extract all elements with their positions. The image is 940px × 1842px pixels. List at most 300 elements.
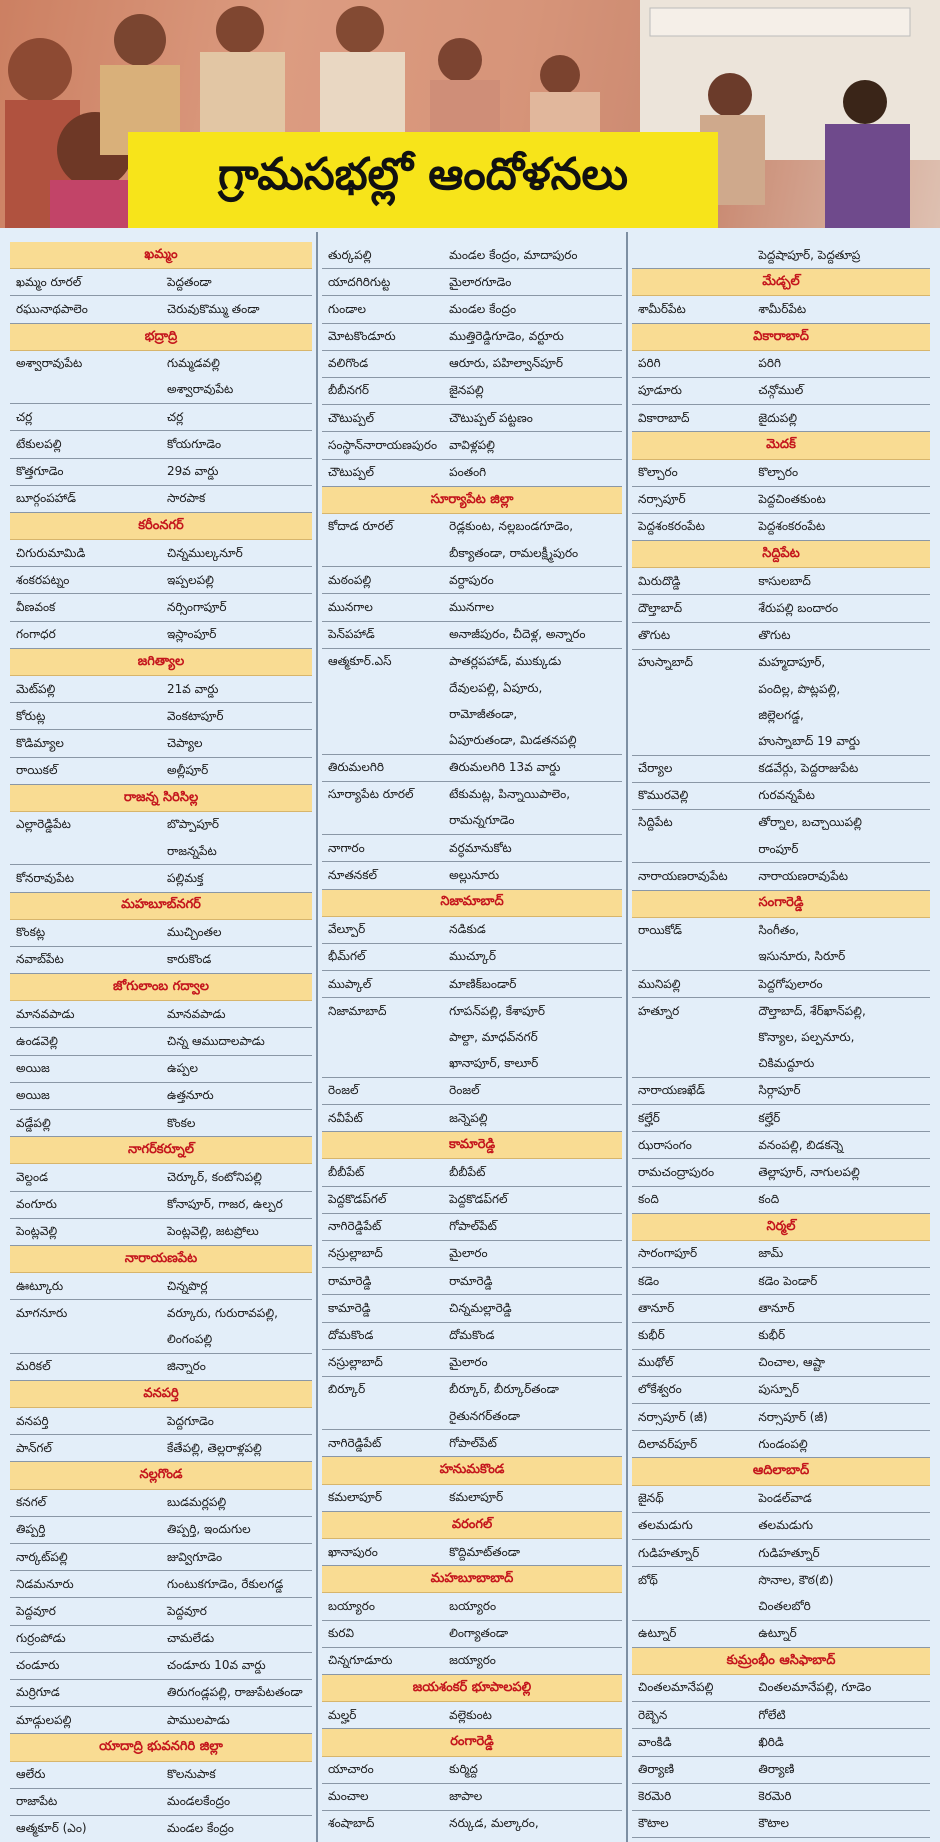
table-row	[10, 1761, 312, 1788]
village-name: సొనాల, కౌఠ(బి)	[758, 1572, 834, 1587]
mandal-name	[632, 1024, 752, 1050]
mandal-name: తొగుట	[632, 622, 752, 649]
mandal-name: పెద్దకొడప్‌గల్	[322, 1186, 443, 1213]
mandal-name	[10, 1327, 161, 1354]
village-name: మునగాల	[443, 594, 622, 621]
village-name: ముచ్చింతల	[161, 919, 312, 946]
table-row	[322, 323, 622, 350]
village-name: టేకుమట్ల, పిన్నాయిపాలెం,	[449, 787, 571, 802]
table-row	[10, 919, 312, 946]
table-row	[632, 1024, 930, 1050]
table-row	[632, 459, 930, 486]
district-name: నారాయణపేట	[10, 1245, 312, 1272]
village-name: జిన్నారం	[161, 1353, 312, 1380]
mandal-name: మఠంపల్లి	[322, 567, 443, 594]
village-name: చెప్యాల	[161, 730, 312, 757]
district-header	[10, 1734, 312, 1761]
mandal-name	[632, 242, 752, 269]
table-row	[632, 622, 930, 649]
village-name: జిల్లెలగడ్డ,	[758, 707, 804, 722]
village-name: శామీర్‌పేట	[752, 296, 930, 323]
table-row	[322, 1024, 622, 1050]
village-name: కుర్మిద్ద	[443, 1756, 622, 1783]
village-name: చింతలబోరి	[752, 1593, 930, 1620]
table-row	[632, 971, 930, 998]
table-row	[10, 676, 312, 703]
village-name: చన్గోముల్	[752, 377, 930, 404]
mandal-name: వడ్డేపల్లి	[10, 1110, 161, 1137]
mandal-name: పెద్దవూర	[10, 1598, 161, 1625]
table-row	[632, 350, 930, 377]
village-name: తిరుమలగిరి 13వ వార్డు	[443, 754, 622, 781]
district-name: ఖమ్మం	[10, 242, 312, 269]
district-name: రంగారెడ్డి	[322, 1729, 622, 1756]
mandal-name: చౌటుప్పల్	[322, 459, 443, 486]
village-name: 21వ వార్డు	[161, 676, 312, 703]
table-row	[10, 1218, 312, 1245]
mandal-name: కౌటాల	[632, 1810, 752, 1837]
mandal-name: శామీర్‌పేట	[632, 296, 752, 323]
mandal-name: కోనరావుపేట	[10, 865, 161, 892]
district-name: మేడ్చల్	[632, 269, 930, 296]
table-row	[632, 1132, 930, 1159]
table-row	[322, 1403, 622, 1430]
mandal-name: కంది	[632, 1186, 752, 1213]
village-name: బీర్కూర్, బీర్కూర్‌తండా	[449, 1382, 559, 1397]
table-row	[10, 703, 312, 730]
village-name: చౌటుప్పల్ పట్టణం	[443, 405, 622, 432]
mandal-name	[10, 377, 161, 404]
mandal-name: కొమురవెల్లి	[632, 782, 752, 809]
table-row	[10, 1625, 312, 1652]
village-name: అల్లీపూర్	[161, 757, 312, 784]
village-name: తోర్నాల, బచ్చాయిపల్లి	[758, 815, 862, 830]
village-name: చండూరు 10వ వార్డు	[161, 1652, 312, 1679]
table-row	[632, 242, 930, 269]
mandal-name: వంగూరు	[10, 1191, 161, 1218]
village-name: సిర్గాపూర్	[752, 1077, 930, 1104]
table-row	[10, 1164, 312, 1191]
district-name: కరీంనగర్	[10, 512, 312, 539]
village-name: శేరుపల్లి బందారం	[752, 595, 930, 622]
table-row	[322, 1349, 622, 1376]
mandal-name	[632, 676, 752, 702]
table-row	[322, 701, 622, 727]
mandal-name	[322, 1403, 443, 1430]
village-name: తిరుగండ్లపల్లి, రాజుపేటతండా	[161, 1679, 312, 1706]
mandal-name	[632, 836, 752, 863]
mandal-name: పెంట్లవెల్లి	[10, 1218, 161, 1245]
mandal-name: అయిజ	[10, 1082, 161, 1109]
village-name: గోపాల్‌పేట్	[443, 1430, 622, 1457]
village-name: కౌటాల	[752, 1810, 930, 1837]
mandal-name: చేర్యాల	[632, 755, 752, 782]
district-header	[632, 1213, 930, 1240]
village-name: మైలారం	[443, 1240, 622, 1267]
table-row	[10, 1788, 312, 1815]
table-row	[322, 781, 622, 808]
village-name: పుస్పూర్	[752, 1376, 930, 1403]
district-header	[632, 890, 930, 917]
mandal-name: కొడిమ్యాల	[10, 730, 161, 757]
village-name: కమలాపూర్	[443, 1484, 622, 1511]
mandal-name: నారాయణఖేడ్	[632, 1077, 752, 1104]
table-row	[632, 1593, 930, 1620]
mandal-name	[632, 1051, 752, 1078]
district-name: మెదక్	[632, 432, 930, 459]
village-name: కోయగూడెం	[161, 431, 312, 458]
village-name: రెడ్లకుంట, నల్లబండగూడెం,	[449, 519, 574, 534]
village-name: గుంటుకగూడెం, రేకులగడ్డ	[161, 1571, 312, 1598]
table-row	[322, 567, 622, 594]
village-name: గోపాల్‌పేట్	[443, 1213, 622, 1240]
table-row	[632, 513, 930, 540]
mandal-name: మెట్‌పల్లి	[10, 676, 161, 703]
mandal-name: రాజాపేట	[10, 1788, 161, 1815]
mandal-name: నారాయణరావుపేట	[632, 863, 752, 890]
table-row	[322, 1810, 622, 1837]
mandal-name: చింతలమానేపల్లి	[632, 1674, 752, 1701]
mandal-name: మంచాల	[322, 1783, 443, 1810]
table-row	[10, 404, 312, 431]
table-row	[322, 1539, 622, 1566]
village-name: ఉప్పల	[161, 1055, 312, 1082]
mandal-name: రఘునాథపాలెం	[10, 296, 161, 323]
table-row	[632, 917, 930, 944]
village-name: చిన్నపొర్ల	[161, 1273, 312, 1300]
district-header	[322, 889, 622, 916]
table-row	[322, 269, 622, 296]
table-row	[322, 835, 622, 862]
table-row	[322, 1240, 622, 1267]
village-name: తిప్పర్తి, ఇందుగుల	[161, 1516, 312, 1543]
village-name: మండల కేంద్రం	[167, 1821, 234, 1836]
mandal-name: రామచంద్రాపురం	[632, 1159, 752, 1186]
district-header	[10, 323, 312, 350]
mandal-name: బీబీనగర్	[322, 377, 443, 404]
mandal-name: ఎల్లారెడ్డిపేట	[16, 817, 71, 832]
mandal-name: తుర్కపల్లి	[322, 242, 443, 269]
mandal-name: చౌటుప్పల్	[322, 405, 443, 432]
village-name: పంతంగి	[443, 459, 622, 486]
table-row	[10, 1707, 312, 1734]
village-name: పల్లిమక్త	[161, 865, 312, 892]
table-row	[632, 1105, 930, 1132]
table-row	[632, 1295, 930, 1322]
village-name: రాజన్నపేట	[161, 838, 312, 865]
mandal-name	[322, 808, 443, 835]
village-name: గుమ్మడవల్లి	[167, 356, 220, 371]
table-row	[10, 1815, 312, 1842]
mandal-name: మిరుదొడ్డి	[632, 568, 752, 595]
table-row	[10, 1055, 312, 1082]
district-name: వికారాబాద్	[632, 323, 930, 350]
village-name: జన్నెపల్లి	[443, 1105, 622, 1132]
village-name: చించాల, ఆష్టా	[752, 1349, 930, 1376]
mandal-name: ఉండవెల్లి	[10, 1028, 161, 1055]
column-1	[6, 232, 316, 1842]
table-row	[322, 943, 622, 970]
village-name: తిర్యాణి	[752, 1756, 930, 1783]
mandal-name: తిప్పర్తి	[10, 1516, 161, 1543]
mandal-name	[322, 1051, 443, 1078]
village-name: అశ్వారావుపేట	[161, 377, 312, 404]
village-name: లింగంపల్లి	[161, 1327, 312, 1354]
table-row	[322, 594, 622, 621]
table-row	[10, 431, 312, 458]
mandal-name: నర్సాపూర్ (జీ)	[632, 1404, 752, 1431]
table-row	[632, 1186, 930, 1213]
table-row	[10, 730, 312, 757]
table-row	[10, 946, 312, 973]
table-row	[322, 998, 622, 1025]
table-row	[10, 1435, 312, 1462]
table-row	[10, 540, 312, 567]
village-name: బయ్యారం	[443, 1593, 622, 1620]
table-row	[10, 1679, 312, 1706]
village-name: పెద్దకొడప్‌గల్	[443, 1186, 622, 1213]
village-name: కొద్దిమాట్‌తండా	[443, 1539, 622, 1566]
mandal-name: తిరుమలగిరి	[322, 754, 443, 781]
table-row	[632, 1349, 930, 1376]
table-row	[632, 1540, 930, 1567]
table-row	[10, 1489, 312, 1516]
village-name: వెంకటాపూర్	[161, 703, 312, 730]
mandal-name: ఆత్మకూర్ (ఎం)	[16, 1821, 87, 1836]
table-row	[322, 1268, 622, 1295]
mandal-name: అశ్వారావుపేట	[16, 356, 83, 371]
district-name: కుమ్రంభీం ఆసిఫాబాద్	[632, 1647, 930, 1674]
table-row	[10, 757, 312, 784]
table-row	[322, 1322, 622, 1349]
mandal-name: యాచారం	[322, 1756, 443, 1783]
banner	[0, 0, 940, 228]
district-header	[322, 1566, 622, 1593]
village-name: కోనాపూర్, గాజర, ఉల్పర	[161, 1191, 312, 1218]
village-name: కుభీర్	[752, 1322, 930, 1349]
mandal-name: నూతనకల్	[322, 862, 443, 889]
village-name: వల్లెకుంట	[443, 1702, 622, 1729]
table-row	[322, 1702, 622, 1729]
table-row	[322, 1186, 622, 1213]
table-row	[632, 1810, 930, 1837]
mandal-name: ఊట్కూరు	[10, 1273, 161, 1300]
mandal-name: వాంకిడి	[632, 1729, 752, 1756]
table-row	[632, 1077, 930, 1104]
table-row	[322, 459, 622, 486]
village-name: రైతునగర్‌తండా	[443, 1403, 622, 1430]
mandal-name: గుర్రంపోడు	[10, 1625, 161, 1652]
mandal-name	[322, 675, 443, 701]
village-name: తలమడుగు	[752, 1512, 930, 1539]
table-row	[632, 1756, 930, 1783]
mandal-name: నాగిరెడ్డిపేట్	[322, 1213, 443, 1240]
table-row	[632, 486, 930, 513]
village-name: అల్లునూరు	[443, 862, 622, 889]
village-name: జైనపల్లి	[443, 377, 622, 404]
village-name: చిన్నముల్కనూర్	[161, 540, 312, 567]
table-row	[322, 513, 622, 540]
table-row	[10, 621, 312, 648]
mandal-name: పెన్‌పహాడ్	[322, 621, 443, 648]
mandal-name: కామారెడ్డి	[322, 1295, 443, 1322]
district-name: జోగులాంబ గద్వాల	[10, 974, 312, 1001]
table-row	[322, 1077, 622, 1104]
village-name: మైలారగూడెం	[443, 269, 622, 296]
village-name: గుడిహత్నూర్	[752, 1540, 930, 1567]
mandal-name: సిద్దిపేట	[638, 815, 673, 830]
village-name: మహ్మదాపూర్,	[758, 655, 826, 670]
mandal-name	[632, 944, 752, 971]
village-name: రామోజీతండా,	[449, 706, 518, 721]
village-name: జువ్విగూడెం	[161, 1544, 312, 1571]
mandal-name: నిడమనూరు	[10, 1571, 161, 1598]
table-row	[322, 1376, 622, 1403]
table-row	[632, 1512, 930, 1539]
table-row	[632, 1567, 930, 1594]
mandal-name: బోథ్	[638, 1572, 658, 1587]
district-name: సూర్యాపేట జిల్లా	[322, 486, 622, 513]
village-name: నర్సింగాపూర్	[161, 594, 312, 621]
village-name: కంది	[752, 1186, 930, 1213]
table-row	[322, 648, 622, 675]
mandal-name: దౌల్తాబాద్	[632, 595, 752, 622]
district-name: సంగారెడ్డి	[632, 890, 930, 917]
table-row	[632, 568, 930, 595]
table-row	[322, 540, 622, 567]
page-title: గ్రామసభల్లో ఆందోళనలు	[128, 132, 718, 228]
table-row	[632, 1404, 930, 1431]
village-name: ఉట్నూర్	[752, 1620, 930, 1647]
mandal-name: రామారెడ్డి	[322, 1268, 443, 1295]
table-row	[322, 621, 622, 648]
mandal-name	[632, 728, 752, 755]
district-name: నల్లగొండ	[10, 1462, 312, 1489]
district-header	[632, 1647, 930, 1674]
district-name: నిర్మల్	[632, 1213, 930, 1240]
mandal-name	[632, 702, 752, 728]
village-name: పాతర్లపహాడ్, ముక్కుడు	[449, 654, 562, 669]
village-name: తొగుట	[752, 622, 930, 649]
table-row	[632, 755, 930, 782]
table-row	[10, 865, 312, 892]
village-name: వర్కూరు, గురురావపల్లి,	[167, 1305, 278, 1320]
mandal-name: ఖానాపురం	[322, 1539, 443, 1566]
table-row	[10, 1652, 312, 1679]
mandal-name: నవాబ్‌పేట	[10, 946, 161, 973]
mandal-name: దిలావర్‌పూర్	[632, 1431, 752, 1458]
table-row	[632, 1620, 930, 1647]
mandal-name: నర్సాపూర్	[632, 486, 752, 513]
table-row	[632, 702, 930, 728]
table-row	[10, 594, 312, 621]
village-name: గుండంపల్లి	[752, 1431, 930, 1458]
table-row	[10, 1001, 312, 1028]
mandal-name: వలిగొండ	[322, 350, 443, 377]
mandal-name: మునగాల	[322, 594, 443, 621]
table-row	[322, 1593, 622, 1620]
table-row	[632, 1431, 930, 1458]
table-row	[632, 998, 930, 1025]
village-name: పెద్దషాపూర్, పెద్దతూప్ర	[752, 242, 930, 269]
table-row	[322, 1756, 622, 1783]
village-name: సింగీతం,	[758, 923, 800, 938]
mandal-name: నిజామాబాద్	[328, 1003, 387, 1018]
village-name: చిన్నమల్లారెడ్డి	[443, 1295, 622, 1322]
village-name: కొల్చారం	[752, 459, 930, 486]
mandal-name	[632, 1593, 752, 1620]
table-row	[322, 754, 622, 781]
district-header	[10, 1245, 312, 1272]
village-name: చికిమద్దూరు	[752, 1051, 930, 1078]
mandal-name: సంస్థాన్‌నారాయణపురం	[322, 432, 443, 459]
village-name: ముచ్కూర్	[443, 943, 622, 970]
village-name: అనాజీపురం, చీదెళ్ల, అన్నారం	[443, 621, 622, 648]
mandal-name: మరికల్	[10, 1353, 161, 1380]
table-row	[322, 1783, 622, 1810]
mandal-name: కల్హేర్	[632, 1105, 752, 1132]
village-name: రాంపూర్	[752, 836, 930, 863]
table-row	[10, 1082, 312, 1109]
village-name: మండల కేంద్రం, మాదాపురం	[443, 242, 622, 269]
mandal-name: బీబీపేట్	[322, 1159, 443, 1186]
mandal-name: బిర్కూర్	[328, 1382, 366, 1397]
mandal-name: రాయికోడ్	[638, 923, 683, 938]
village-name: 29వ వార్డు	[161, 458, 312, 485]
table-row	[632, 1485, 930, 1512]
district-name: హనుమకొండ	[322, 1457, 622, 1484]
mandal-name: చర్ల	[10, 404, 161, 431]
table-row	[322, 1159, 622, 1186]
village-name: చింతలమానేపల్లి, గూడెం	[752, 1674, 930, 1701]
village-name: కేతేపల్లి, తెల్లరాళ్లపల్లి	[161, 1435, 312, 1462]
village-name: వావిళ్లపల్లి	[443, 432, 622, 459]
table-row	[10, 1408, 312, 1435]
village-name: కల్హేర్	[752, 1105, 930, 1132]
mandal-name: కమలాపూర్	[322, 1484, 443, 1511]
table-row	[632, 782, 930, 809]
district-header	[322, 486, 622, 513]
table-row	[322, 242, 622, 269]
village-name: పెద్దగోపులారం	[752, 971, 930, 998]
mandal-name: లోకేశ్వరం	[632, 1376, 752, 1403]
village-name: బొప్పాపూర్	[167, 817, 220, 832]
village-name: చిన్న ఆముదాలపాడు	[161, 1028, 312, 1055]
village-name: హుస్నాబాద్ 19 వార్డు	[752, 728, 930, 755]
district-header	[322, 1457, 622, 1484]
mandal-name: మానవపాడు	[10, 1001, 161, 1028]
district-header	[632, 541, 930, 568]
mandal-name: తానూర్	[632, 1295, 752, 1322]
district-header	[10, 512, 312, 539]
village-name: కొలనుపాక	[161, 1761, 312, 1788]
village-name: తానూర్	[752, 1295, 930, 1322]
village-name: మండల కేంద్రం	[443, 296, 622, 323]
mandal-name: శంషాబాద్	[328, 1816, 375, 1831]
table-row	[322, 1430, 622, 1457]
mandal-name: తలమడుగు	[632, 1512, 752, 1539]
village-name: ఉత్తనూరు	[161, 1082, 312, 1109]
village-name: బుడమర్లపల్లి	[161, 1489, 312, 1516]
village-name: ముత్తిరెడ్డిగూడెం, వర్టూరు	[443, 323, 622, 350]
village-name: కొన్యాల, పల్పనూరు,	[758, 1029, 855, 1044]
mandal-name: చండూరు	[10, 1652, 161, 1679]
mandal-name: నవీపేట్	[322, 1105, 443, 1132]
mandal-name: బూర్గంపహాడ్	[10, 485, 161, 512]
district-header	[322, 1132, 622, 1159]
village-name: కొంకల	[161, 1110, 312, 1137]
table-row	[322, 1620, 622, 1647]
